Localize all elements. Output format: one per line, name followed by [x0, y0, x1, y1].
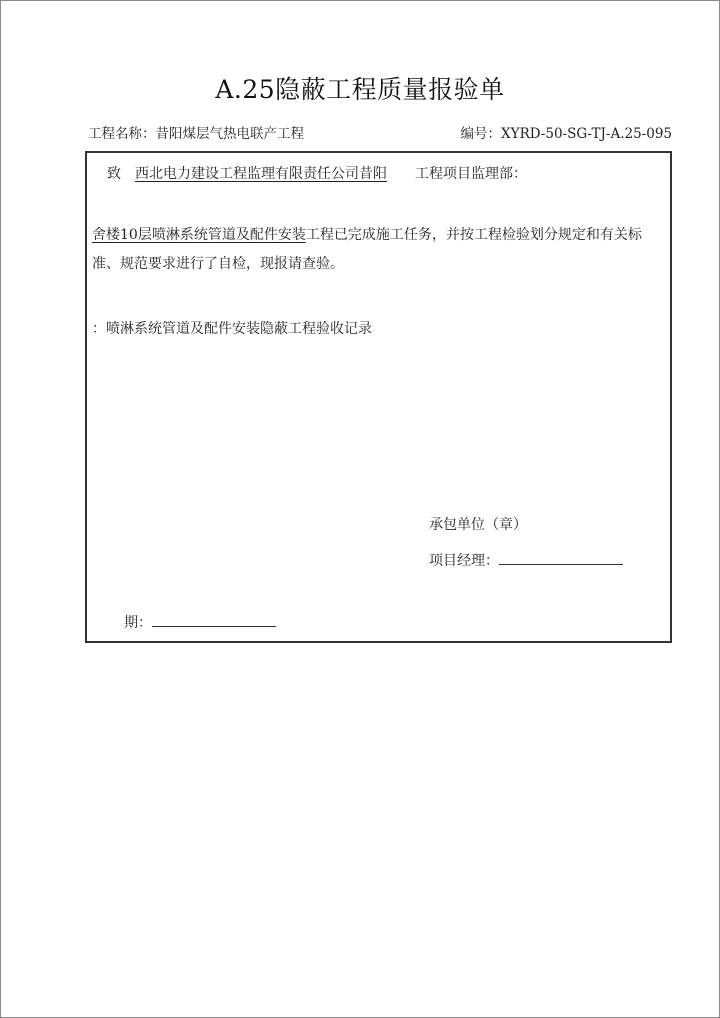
body-line-2 [92, 253, 344, 273]
project-name: 昔阳煤层气热电联产工程 [155, 126, 304, 142]
body-text-1: 工程已完成施工任务，并按工程检验划分规定和有关标 [305, 227, 642, 243]
date-line [124, 612, 276, 632]
document-title: A.25隐蔽工程质量报验单 [215, 75, 505, 104]
contractor-label: 承包单位（章） [429, 517, 527, 533]
recipient-name: 西北电力建设工程监理有限责任公司昔阳 [135, 166, 387, 182]
manager-label: 项目经理： [429, 553, 499, 569]
body-line-1 [92, 224, 642, 244]
to-prefix: 致 [107, 166, 121, 182]
number-label: 编号： [460, 126, 502, 142]
inspection-form-box [85, 151, 672, 643]
document-number: XYRD-50-SG-TJ-A.25-095 [501, 126, 672, 142]
body-text-2: 准、规范要求进行了自检，现报请查验。 [92, 256, 344, 272]
attachment-line [92, 318, 372, 338]
work-item: 舍楼10层喷淋系统管道及配件安装 [92, 227, 306, 243]
project-label: 工程名称： [88, 126, 156, 142]
project-name-field [88, 122, 304, 142]
attachment-text: ：喷淋系统管道及配件安装隐蔽工程验收记录 [92, 321, 372, 337]
contractor-line [429, 514, 527, 534]
date-label: 期： [124, 615, 152, 631]
addressee-line [107, 163, 527, 183]
manager-line [429, 550, 623, 570]
manager-signature-blank[interactable] [499, 550, 623, 565]
date-blank[interactable] [152, 612, 276, 627]
to-suffix: 工程项目监理部： [415, 166, 527, 182]
document-number-field [461, 122, 672, 142]
